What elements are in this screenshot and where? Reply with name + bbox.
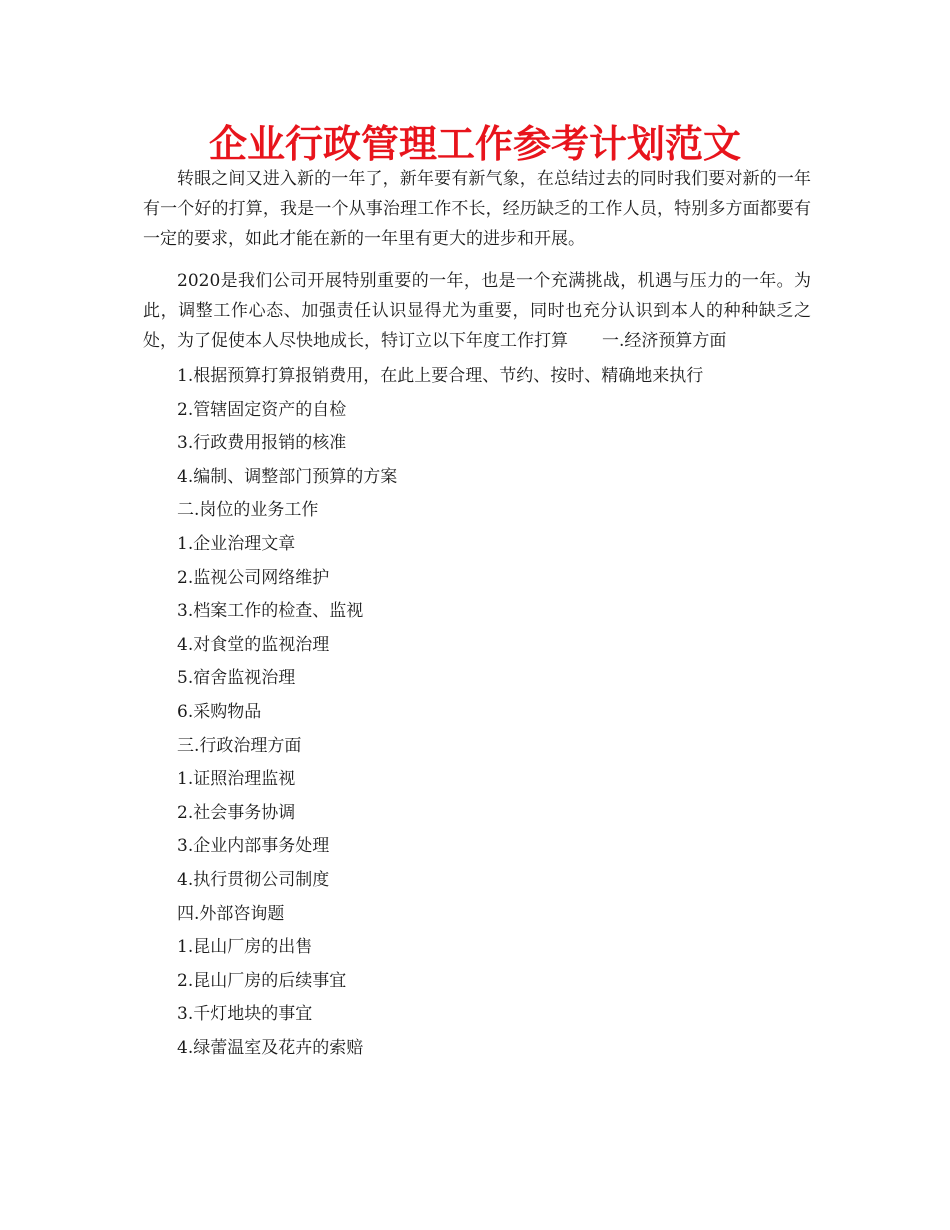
paragraph-plan: 2020是我们公司开展特别重要的一年，也是一个充满挑战，机遇与压力的一年。为此，调整工作心态、加强责任认识显得尤为重要，同时也充分认识到本人的种种缺乏之处，为了促使本人尽快地成长，特订立以下年度工作打算 一.经济预算方面 (143, 271, 811, 351)
section-heading: 二.岗位的业务工作 (177, 500, 319, 521)
section-heading: 三.行政治理方面 (177, 735, 302, 756)
document-title: 企业行政管理工作参考计划范文 (208, 122, 741, 166)
list-item: 5.宿舍监视治理 (177, 668, 296, 689)
plan-list (143, 360, 811, 1065)
list-item: 4.绿蕾温室及花卉的索赔 (177, 1037, 364, 1058)
list-item: 1.根据预算打算报销费用，在此上要合理、节约、按时、精确地来执行 (177, 366, 704, 386)
list-item: 2.社会事务协调 (177, 802, 296, 823)
list-item: 2.监视公司网络维护 (177, 567, 330, 588)
list-item: 3.档案工作的检查、监视 (177, 601, 364, 622)
list-item: 1.证照治理监视 (177, 769, 296, 790)
list-item: 2.管辖固定资产的自检 (177, 399, 347, 420)
list-item: 3.行政费用报销的核准 (177, 433, 347, 454)
list-item: 2.昆山厂房的后续事宜 (177, 970, 347, 991)
list-item: 4.编制、调整部门预算的方案 (177, 466, 398, 487)
list-item: 6.采购物品 (177, 701, 262, 722)
paragraph-intro: 转眼之间又进入新的一年了，新年要有新气象，在总结过去的同时我们要对新的一年有一个好的打算，我是一个从事治理工作不长，经历缺乏的工作人员，特别多方面都要有一定的要求，如此才能在新的一年里有更大的进步和开展。 (143, 169, 811, 249)
list-item: 3.千灯地块的事宜 (177, 1004, 313, 1025)
document-body (143, 164, 811, 1065)
section-heading: 四.外部咨询题 (177, 903, 285, 924)
list-item: 4.对食堂的监视治理 (177, 634, 330, 655)
list-item: 3.企业内部事务处理 (177, 836, 330, 857)
list-item: 4.执行贯彻公司制度 (177, 869, 330, 890)
list-item: 1.昆山厂房的出售 (177, 937, 313, 958)
list-item: 1.企业治理文章 (177, 533, 296, 554)
